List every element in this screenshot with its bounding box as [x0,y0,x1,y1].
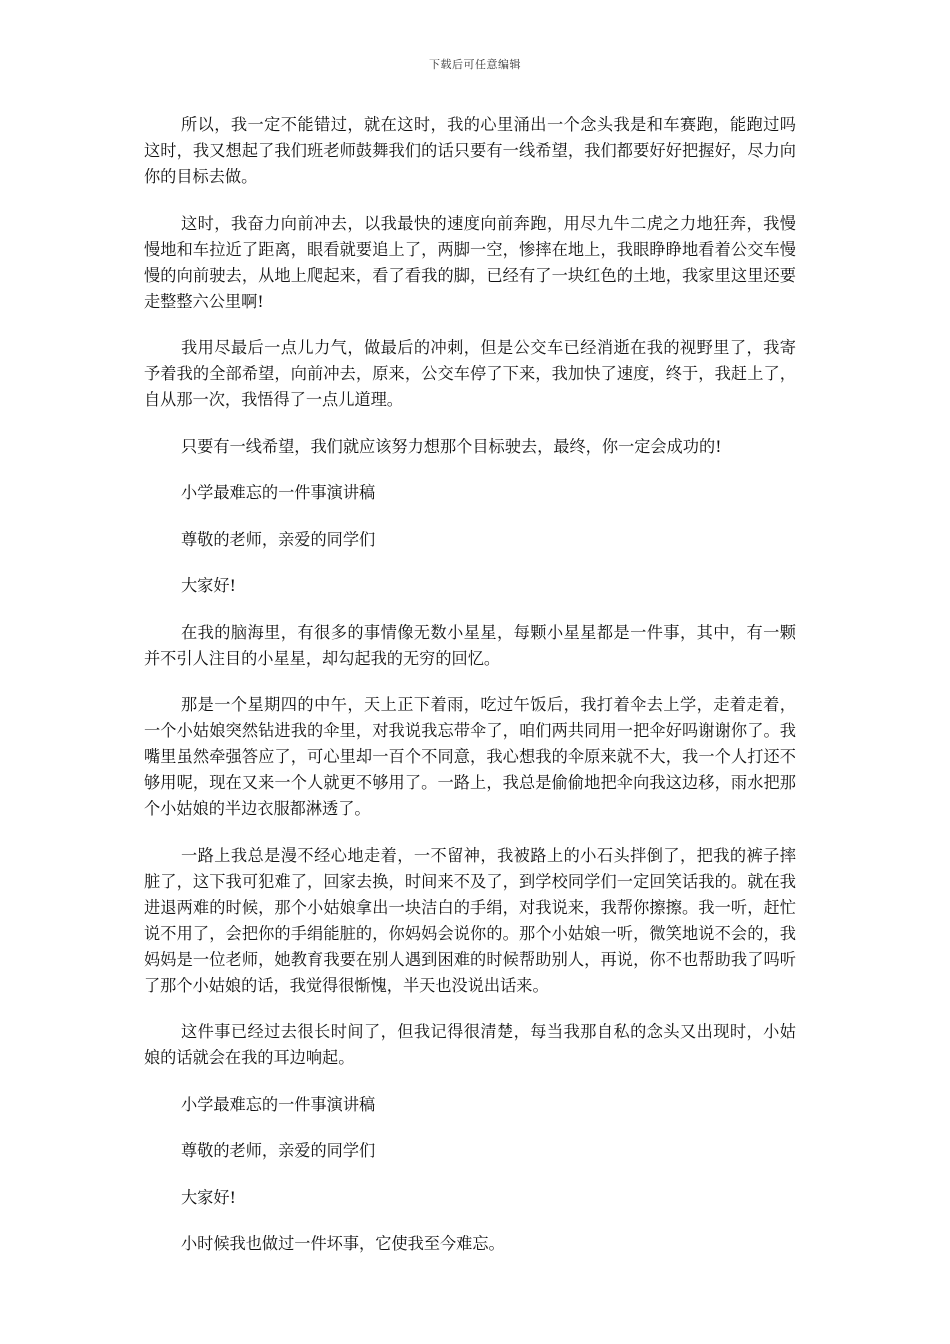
paragraph: 在我的脑海里，有很多的事情像无数小星星，每颗小星星都是一件事，其中，有一颗并不引人注目的小星星，却勾起我的无穷的回忆。 [144,622,796,668]
speech-title: 小学最难忘的一件事演讲稿 [181,1094,376,1114]
paragraph: 这件事已经过去很长时间了，但我记得很清楚，每当我那自私的念头又出现时，小姑娘的话就会在我的耳边响起。 [144,1022,796,1067]
paragraph: 所以，我一定不能错过，就在这时，我的心里涌出一个念头我是和车赛跑，能跑过吗这时，我又想起了我们班老师鼓舞我们的话只要有一线希望，我们都要好好把握好，尽力向你的目标去做。 [144,115,796,186]
paragraph: 我用尽最后一点儿力气，做最后的冲刺，但是公交车已经消逝在我的视野里了，我寄予着我的全部希望，向前冲去，原来，公交车停了下来，我加快了速度，终于，我赶上了，自从那一次，我悟得了一点儿道理。 [144,338,796,409]
speech-title: 小学最难忘的一件事演讲稿 [181,483,376,502]
salutation: 尊敬的老师，亲爱的同学们 [181,529,376,549]
greeting: 大家好! [181,576,237,595]
paragraph: 这时，我奋力向前冲去，以我最快的速度向前奔跑，用尽九牛二虎之力地狂奔，我慢慢地和车拉近了距离，眼看就要追上了，两脚一空，惨摔在地上，我眼睁睁地看着公交车慢慢的向前驶去，从地上爬起来，看了看我的脚，已经有了一块红色的土地，我家里这里还要走整整六公里啊! [144,213,796,311]
salutation: 尊敬的老师，亲爱的同学们 [181,1141,376,1160]
document-body [144,112,796,1278]
paragraph: 那是一个星期四的中午，天上正下着雨，吃过午饭后，我打着伞去上学，走着走着，一个小姑娘突然钻进我的伞里，对我说我忘带伞了，咱们两共同用一把伞好吗谢谢你了。我嘴里虽然牵强答应了，可心里却一百个不同意，我心想我的伞原来就不大，我一个人打还不够用呢，现在又来一个人就更不够用了。一路上，我总是偷偷地把伞向我这边移，雨水把那个小姑娘的半边衣服都淋透了。 [144,695,796,818]
greeting: 大家好! [181,1187,237,1207]
paragraph: 一路上我总是漫不经心地走着，一不留神，我被路上的小石头拌倒了，把我的裤子摔脏了，这下我可犯难了，回家去换，时间来不及了，到学校同学们一定回笑话我的。就在我进退两难的时候，那个小姑娘拿出一块洁白的手绢，对我说来，我帮你擦擦。我一听，赶忙说不用了，会把你的手绢能脏的，你妈妈会说你的。那个小姑娘一听，微笑地说不会的，我妈妈是一位老师，她教育我要在别人遇到困难的时候帮助别人，再说，你不也帮助我了吗听了那个小姑娘的话，我觉得很惭愧，半天也没说出话来。 [144,845,796,995]
page-header: 下载后可任意编辑 [429,58,521,71]
paragraph: 小时候我也做过一件坏事，它使我至今难忘。 [181,1234,505,1253]
paragraph: 只要有一线希望，我们就应该努力想那个目标驶去，最终，你一定会成功的! [181,436,722,456]
